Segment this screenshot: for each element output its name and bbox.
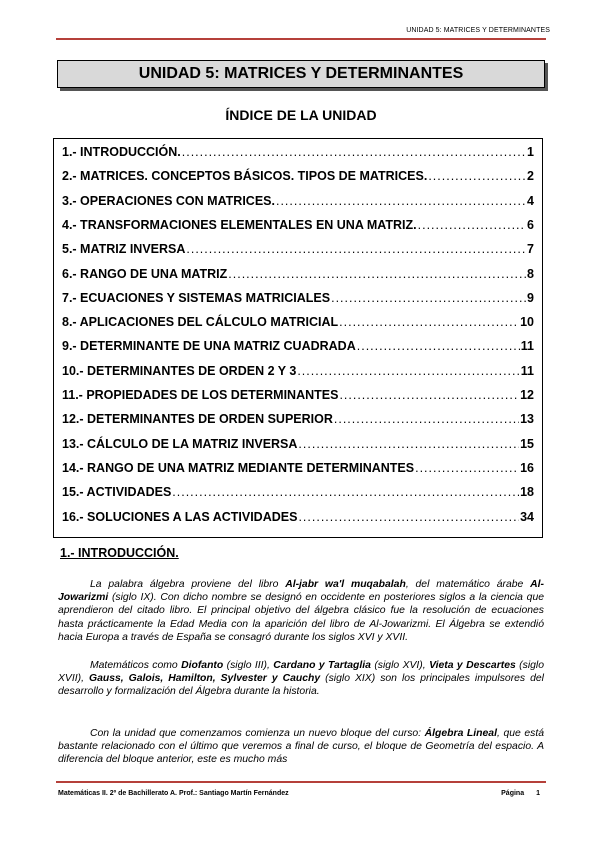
toc-entry-label: 2.- MATRICES. CONCEPTOS BÁSICOS. TIPOS DE MATRICES.: [62, 169, 428, 184]
toc-entry-label: 9.- DETERMINANTE DE UNA MATRIZ CUADRADA: [62, 339, 356, 354]
toc-entry-page: 13: [520, 412, 534, 427]
footer-page: [489, 790, 540, 797]
table-of-contents: [53, 138, 543, 538]
toc-entry-label: 3.- OPERACIONES CON MATRICES.: [62, 193, 275, 208]
paragraph-text: (siglo XVI),: [370, 660, 430, 671]
toc-entry[interactable]: [62, 169, 534, 187]
toc-entry-label: 12.- DETERMINANTES DE ORDEN SUPERIOR: [62, 412, 333, 427]
toc-leader-dots: [331, 291, 526, 305]
toc-entry-label: 16.- SOLUCIONES A LAS ACTIVIDADES: [62, 509, 298, 524]
toc-leader-dots: [228, 267, 526, 281]
index-title: ÍNDICE DE LA UNIDAD: [225, 107, 377, 123]
toc-entry[interactable]: [62, 339, 534, 357]
toc-entry-label: 14.- RANGO DE UNA MATRIZ MEDIANTE DETERMINANTES: [62, 460, 415, 475]
toc-entry[interactable]: [62, 145, 534, 163]
toc-entry-page: 2: [527, 169, 534, 184]
paragraph-text: (siglo XIX) son los principales impulsores del desarrollo y formalización del Álgebra durante la historia.: [58, 673, 544, 698]
toc-leader-dots: [276, 194, 526, 208]
toc-entry[interactable]: [62, 267, 534, 285]
toc-leader-dots: [428, 169, 526, 183]
toc-entry[interactable]: [62, 412, 534, 430]
toc-entry-label: 7.- ECUACIONES Y SISTEMAS MATRICIALES: [62, 290, 331, 305]
paragraph-2: [58, 659, 544, 699]
toc-entry[interactable]: [62, 194, 534, 212]
toc-entry[interactable]: [62, 485, 534, 503]
emphasis-text: Diofanto: [181, 660, 224, 671]
paragraph-text: (siglo III),: [223, 660, 274, 671]
paragraph-text: , del matemático árabe: [405, 579, 531, 590]
toc-leader-dots: [415, 461, 519, 475]
unit-title: UNIDAD 5: MATRICES Y DETERMINANTES: [138, 65, 464, 82]
toc-entry-label: 11.- PROPIEDADES DE LOS DETERMINANTES: [62, 388, 339, 402]
emphasis-text: Vieta y Descartes: [429, 660, 516, 671]
footer-course-info: Matemáticas II. 2º de Bachillerato A. Prof.: Santiago Martín Fernández: [58, 790, 289, 797]
unit-title-box: [57, 60, 545, 88]
toc-entry-label: 10.- DETERMINANTES DE ORDEN 2 Y 3: [62, 363, 297, 378]
toc-leader-dots: [418, 218, 526, 232]
paragraph-text: Con la unidad que comenzamos comienza un nuevo bloque del curso:: [90, 728, 425, 739]
toc-entry[interactable]: [62, 218, 534, 236]
toc-leader-dots: [182, 145, 526, 159]
toc-entry-page: 16: [520, 460, 534, 475]
emphasis-text: Cardano y Tartaglia: [273, 660, 371, 671]
toc-leader-dots: [186, 242, 526, 256]
toc-entry[interactable]: [62, 510, 534, 528]
running-header: UNIDAD 5: MATRICES Y DETERMINANTES: [406, 27, 550, 34]
toc-leader-dots: [297, 364, 519, 378]
paragraph-text: La palabra álgebra proviene del libro: [90, 579, 286, 590]
toc-entry-page: 15: [520, 436, 534, 451]
toc-entry-page: 34: [520, 509, 534, 524]
toc-entry-label: 8.- APLICACIONES DEL CÁLCULO MATRICIAL: [62, 315, 339, 330]
paragraph-text: (siglo IX). Con dicho nombre se designó en occidente en posteriores siglos a la ciencia que aprendieron del citado libro. El principal objetivo del álgebra clásico fue la resolución de ecuaciones hasta prácticamente la Edad Media con la aparición del libro de Al-Jowarizmi. El Álgebra se extendió hacia Europa a través de España se consagró durante los siglos XVI y XVII.: [58, 592, 544, 643]
toc-entry[interactable]: [62, 315, 534, 333]
toc-leader-dots: [339, 388, 519, 402]
toc-entry-page: 8: [527, 266, 534, 281]
toc-entry[interactable]: [62, 364, 534, 382]
toc-entry-page: 4: [527, 193, 534, 208]
footer-rule: [56, 781, 546, 783]
toc-entry[interactable]: [62, 437, 534, 455]
footer-page-number: 1: [536, 790, 540, 797]
toc-entry-page: 12: [520, 388, 534, 402]
emphasis-text: Gauss, Galois, Hamilton, Sylvester y Cauchy: [88, 673, 321, 685]
toc-leader-dots: [298, 437, 519, 451]
toc-entry-label: 1.- INTRODUCCIÓN.: [62, 145, 181, 159]
toc-entry-label: 6.- RANGO DE UNA MATRIZ: [62, 266, 228, 281]
toc-entry-page: 9: [527, 290, 534, 305]
toc-entry-label: 5.- MATRIZ INVERSA: [62, 242, 186, 257]
toc-entry[interactable]: [62, 388, 534, 406]
toc-entry-label: 13.- CÁLCULO DE LA MATRIZ INVERSA: [62, 436, 298, 451]
section-heading: 1.- INTRODUCCIÓN.: [60, 546, 179, 560]
paragraph-text: (siglo XVII),: [58, 660, 545, 685]
toc-entry[interactable]: [62, 461, 534, 479]
emphasis-text: Al-Jowarizmi: [58, 579, 544, 604]
toc-leader-dots: [298, 510, 519, 524]
paragraph-text: , que está bastante relacionado con el último que veremos a final de curso, el bloque de Geometría del espacio. A diferencia del bloque anterior, este es mucho más: [58, 728, 545, 766]
paragraph-3: [58, 727, 544, 767]
toc-leader-dots: [334, 412, 519, 426]
toc-entry-page: 1: [527, 145, 534, 159]
toc-entry-page: 7: [527, 242, 534, 257]
toc-entry-label: 4.- TRANSFORMACIONES ELEMENTALES EN UNA MATRIZ.: [62, 217, 417, 232]
footer-page-label: Página: [501, 790, 525, 797]
toc-entry[interactable]: [62, 242, 534, 260]
toc-entry-page: 11: [520, 339, 534, 354]
toc-entry[interactable]: [62, 291, 534, 309]
emphasis-text: Álgebra Lineal: [424, 728, 497, 739]
toc-entry-page: 18: [520, 485, 534, 500]
toc-entry-page: 10: [520, 315, 534, 330]
paragraph-1: [58, 578, 544, 644]
header-rule: [56, 38, 546, 40]
toc-leader-dots: [339, 315, 519, 329]
toc-entry-page: 6: [527, 217, 534, 232]
toc-leader-dots: [172, 485, 519, 499]
toc-entry-label: 15.- ACTIVIDADES: [62, 485, 172, 500]
paragraph-text: Matemáticos como: [90, 660, 182, 671]
toc-leader-dots: [357, 339, 520, 353]
toc-entry-page: 11: [520, 363, 534, 378]
emphasis-text: Al-jabr wa'l muqabalah: [285, 579, 406, 590]
